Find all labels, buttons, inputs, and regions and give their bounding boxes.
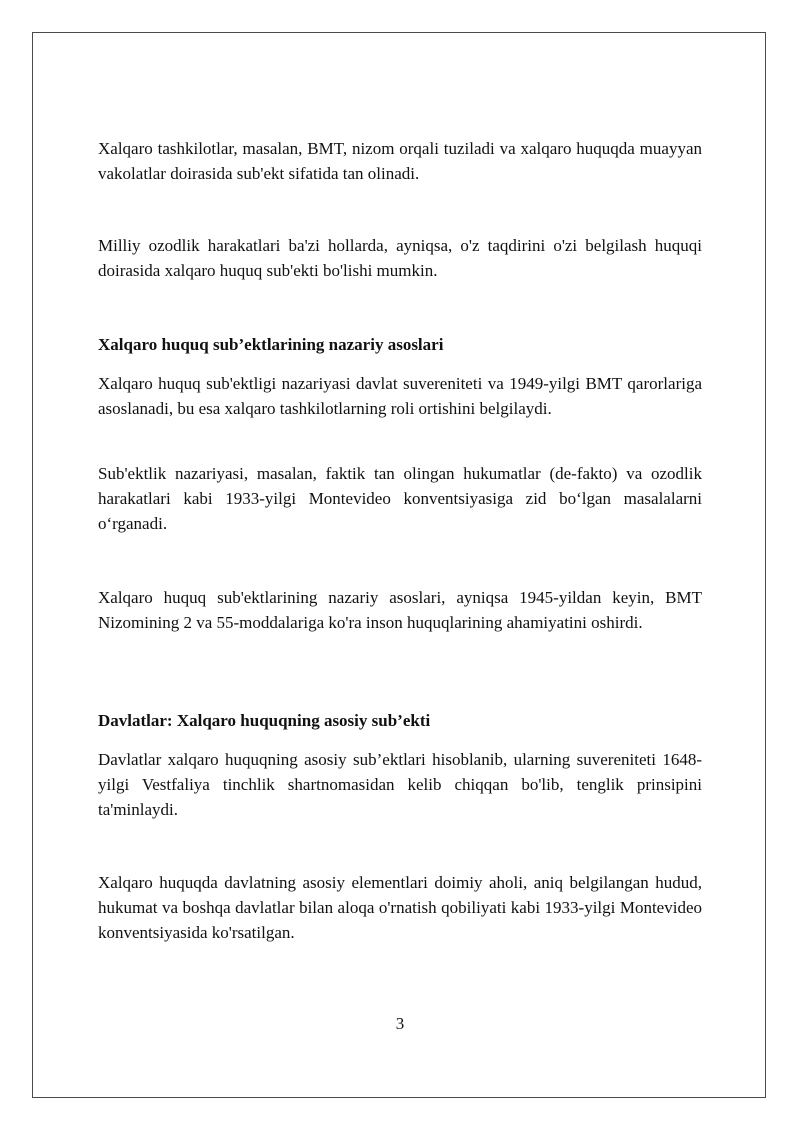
paragraph: Xalqaro huquqda davlatning asosiy elementlari doimiy aholi, aniq belgilangan hudud, hukumat va boshqa davlatlar bilan aloqa o'rnatish qobiliyati kabi 1933-yilgi Montevideo konventsiyasida ko'rsatilgan. [98, 873, 702, 942]
paragraph: Xalqaro tashkilotlar, masalan, BMT, nizom orqali tuziladi va xalqaro huquqda muayyan vakolatlar doirasida sub'ekt sifatida tan olinadi. [98, 139, 702, 183]
section-heading: Xalqaro huquq sub’ektlarining nazariy asoslari [98, 335, 444, 354]
paragraph: Xalqaro huquq sub'ektligi nazariyasi davlat suvereniteti va 1949-yilgi BMT qarorlariga asoslanadi, bu esa xalqaro tashkilotlarning roli ortishini belgilaydi. [98, 374, 702, 418]
page-number: 3 [395, 1014, 405, 1033]
paragraph: Davlatlar xalqaro huquqning asosiy sub’ektlari hisoblanib, ularning suvereniteti 1648-yilgi Vestfaliya tinchlik shartnomasidan kelib chiqqan bo'lib, tenglik prinsipini ta'minlaydi. [98, 750, 702, 819]
paragraph: Xalqaro huquq sub'ektlarining nazariy asoslari, ayniqsa 1945-yildan keyin, BMT Nizomining 2 va 55-moddalariga ko'ra inson huquqlarining ahamiyatini oshirdi. [98, 588, 702, 632]
section-heading: Davlatlar: Xalqaro huquqning asosiy sub’ekti [98, 711, 431, 730]
paragraph: Milliy ozodlik harakatlari ba'zi hollarda, ayniqsa, o'z taqdirini o'zi belgilash huquqi doirasida xalqaro huquq sub'ekti bo'lishi mumkin. [98, 236, 702, 280]
paragraph: Sub'ektlik nazariyasi, masalan, faktik tan olingan hukumatlar (de-fakto) va ozodlik harakatlari kabi 1933-yilgi Montevideo konventsiyasiga zid bo‘lgan masalalarni o‘rganadi. [98, 464, 702, 533]
